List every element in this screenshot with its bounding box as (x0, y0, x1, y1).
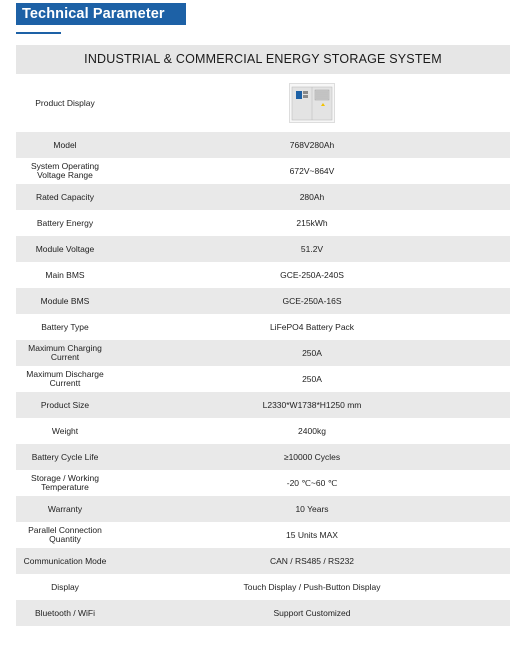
row-label: Communication Mode (23, 555, 107, 566)
row-label: Display (51, 581, 79, 592)
table-row (16, 444, 510, 470)
table-row (16, 574, 510, 600)
table-row (16, 262, 510, 288)
row-label: Storage / Working Temperature (31, 473, 99, 492)
row-value: GCE-250A-16S (282, 296, 342, 306)
table-row (16, 210, 510, 236)
row-label: Parallel Connection Quantity (28, 525, 102, 544)
row-value: L2330*W1738*H1250 mm (262, 400, 362, 410)
row-label: Maximum Charging Current (28, 343, 102, 362)
table-row-product-display (16, 74, 510, 132)
row-label: Maximum Discharge Currentt (26, 369, 104, 388)
row-value: GCE-250A-240S (280, 270, 344, 280)
row-value: 51.2V (300, 244, 324, 254)
row-value: CAN / RS485 / RS232 (269, 556, 355, 566)
energy-storage-cabinet-icon (290, 84, 334, 122)
row-label: Model (53, 139, 77, 150)
row-value: 280Ah (299, 192, 325, 202)
row-label: Battery Type (41, 321, 89, 332)
row-value: 250A (302, 374, 322, 384)
table-row (16, 366, 510, 392)
row-label: Product Display (35, 97, 95, 108)
row-label: Product Size (40, 399, 90, 410)
row-value: -20 ℃~60 ℃ (286, 477, 338, 488)
title-underline (16, 32, 61, 34)
row-value: 250A (302, 348, 322, 358)
row-value: 15 Units MAX (286, 530, 338, 540)
table-row (16, 548, 510, 574)
row-value: Support Customized (273, 608, 351, 618)
table-row (16, 392, 510, 418)
row-value: 215kWh (296, 218, 328, 228)
row-value: 768V280Ah (289, 140, 335, 150)
row-value: 10 Years (295, 504, 329, 514)
section-title: Technical Parameter (16, 3, 186, 25)
table-row (16, 184, 510, 210)
row-label: Bluetooth / WiFi (35, 607, 95, 618)
spec-table (16, 45, 510, 626)
row-value: ≥10000 Cycles (283, 452, 341, 462)
row-label: Module Voltage (35, 243, 95, 254)
table-row (16, 236, 510, 262)
row-value: 672V~864V (289, 166, 335, 176)
row-label: Rated Capacity (35, 191, 95, 202)
product-image (289, 83, 335, 123)
row-label: Battery Cycle Life (31, 451, 99, 462)
row-label: Warranty (47, 503, 83, 514)
row-label: System Operating Voltage Range (30, 161, 100, 180)
row-label: Weight (51, 425, 79, 436)
table-row (16, 158, 510, 184)
row-label: Main BMS (45, 269, 85, 280)
table-row (16, 340, 510, 366)
row-value: LiFePO4 Battery Pack (269, 322, 355, 332)
row-label: Battery Energy (36, 217, 94, 228)
row-value: 2400kg (298, 426, 326, 436)
row-value: Touch Display / Push-Button Display (243, 582, 381, 592)
table-row (16, 314, 510, 340)
table-row (16, 496, 510, 522)
table-row (16, 470, 510, 496)
row-label: Module BMS (40, 295, 90, 306)
table-row (16, 418, 510, 444)
table-title: INDUSTRIAL & COMMERCIAL ENERGY STORAGE SYSTEM (16, 45, 510, 74)
table-row (16, 600, 510, 626)
product-image-cell (114, 83, 510, 124)
table-row (16, 288, 510, 314)
table-row (16, 522, 510, 548)
table-row (16, 132, 510, 158)
